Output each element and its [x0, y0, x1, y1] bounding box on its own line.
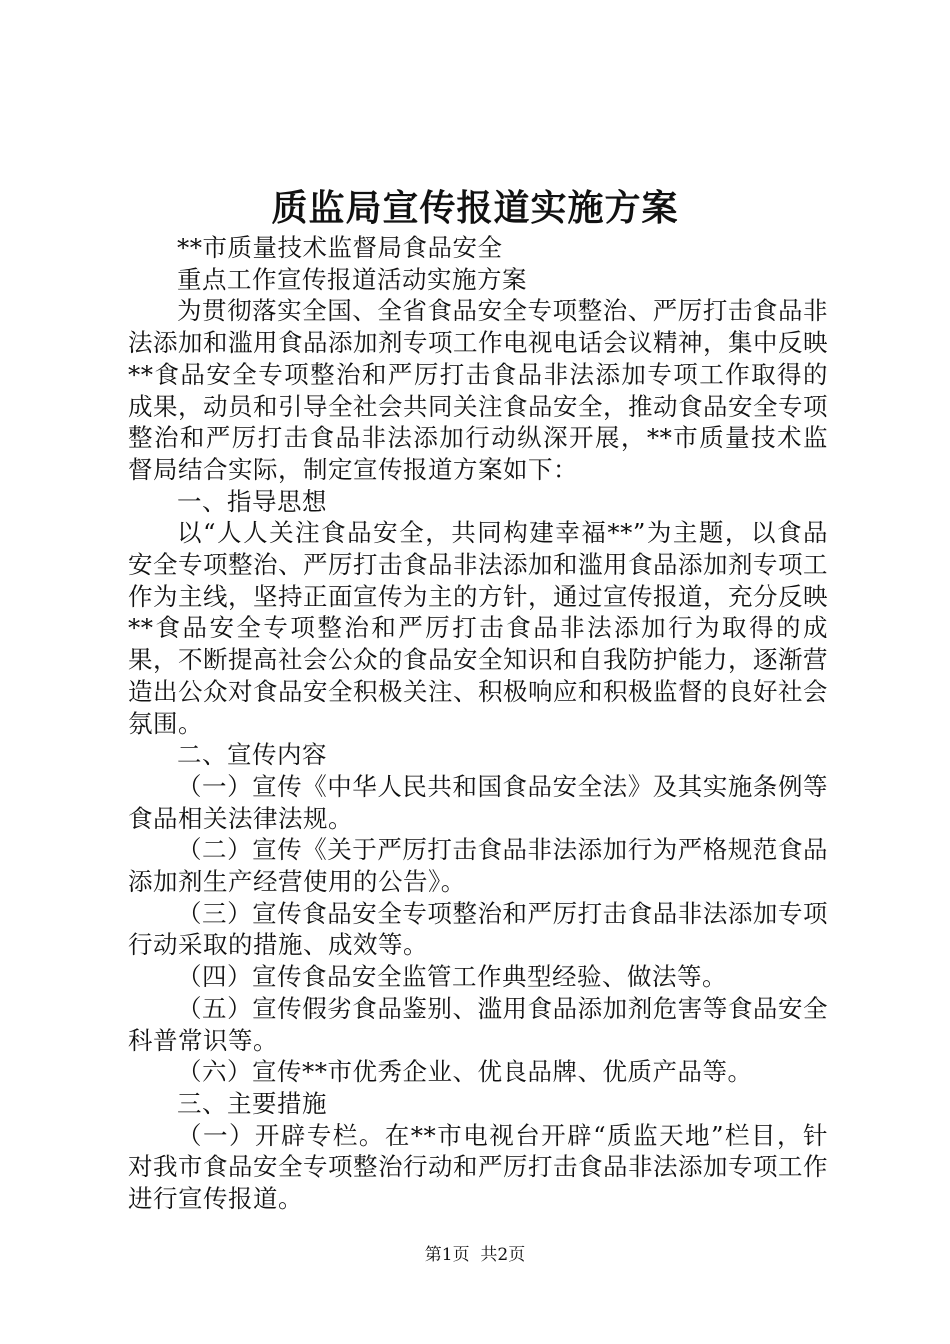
page-number: 第1页: [424, 1245, 470, 1265]
list-item-content-2: （二）宣传《关于严厉打击食品非法添加行为严格规范食品添加剂生产经营使用的公告》。: [128, 835, 828, 897]
section-heading-guiding-ideology: 一、指导思想: [177, 486, 327, 516]
paragraph-intro: 为贯彻落实全国、全省食品安全专项整治、严厉打击食品非法添加和滥用食品添加剂专项工作电视电话会议精神，集中反映**食品安全专项整治和严厉打击食品非法添加专项工作取得的成果，动员和引导全社会共同关注食品安全，推动食品安全专项整治和严厉打击食品非法添加行动纵深开展，**市质量技术监督局结合实际，制定宣传报道方案如下：: [128, 296, 828, 484]
page-total: 共2页: [480, 1245, 526, 1265]
list-item-measure-1: （一）开辟专栏。在**市电视台开辟“质监天地”栏目，针对我市食品安全专项整治行动和严厉打击食品非法添加专项工作进行宣传报道。: [128, 1120, 828, 1214]
document-title: 质监局宣传报道实施方案: [271, 187, 679, 229]
paragraph-subtitle-line-2: 重点工作宣传报道活动实施方案: [177, 264, 527, 294]
section-heading-publicity-content: 二、宣传内容: [177, 740, 327, 770]
section-heading-main-measures: 三、主要措施: [177, 1088, 327, 1118]
list-item-content-4: （四）宣传食品安全监管工作典型经验、做法等。: [177, 962, 727, 992]
paragraph-subtitle-line-1: **市质量技术监督局食品安全: [177, 233, 503, 262]
document-body: [128, 232, 828, 1215]
page-footer: [0, 1243, 950, 1267]
list-item-content-1: （一）宣传《中华人民共和国食品安全法》及其实施条例等食品相关法律法规。: [128, 771, 828, 833]
paragraph-guiding-ideology: 以“人人关注食品安全，共同构建幸福**”为主题，以食品安全专项整治、严厉打击食品非法添加和滥用食品添加剂专项工作为主线，坚持正面宣传为主的方针，通过宣传报道，充分反映**食品安全专项整治和严厉打击食品非法添加行为取得的成果，不断提高社会公众的食品安全知识和自我防护能力，逐渐营造出公众对食品安全积极关注、积极响应和积极监督的良好社会氛围。: [128, 518, 828, 738]
list-item-content-6: （六）宣传**市优秀企业、优良品牌、优质产品等。: [177, 1057, 753, 1087]
list-item-content-5: （五）宣传假劣食品鉴别、滥用食品添加剂危害等食品安全科普常识等。: [128, 993, 828, 1055]
list-item-content-3: （三）宣传食品安全专项整治和严厉打击食品非法添加专项行动采取的措施、成效等。: [128, 898, 828, 960]
